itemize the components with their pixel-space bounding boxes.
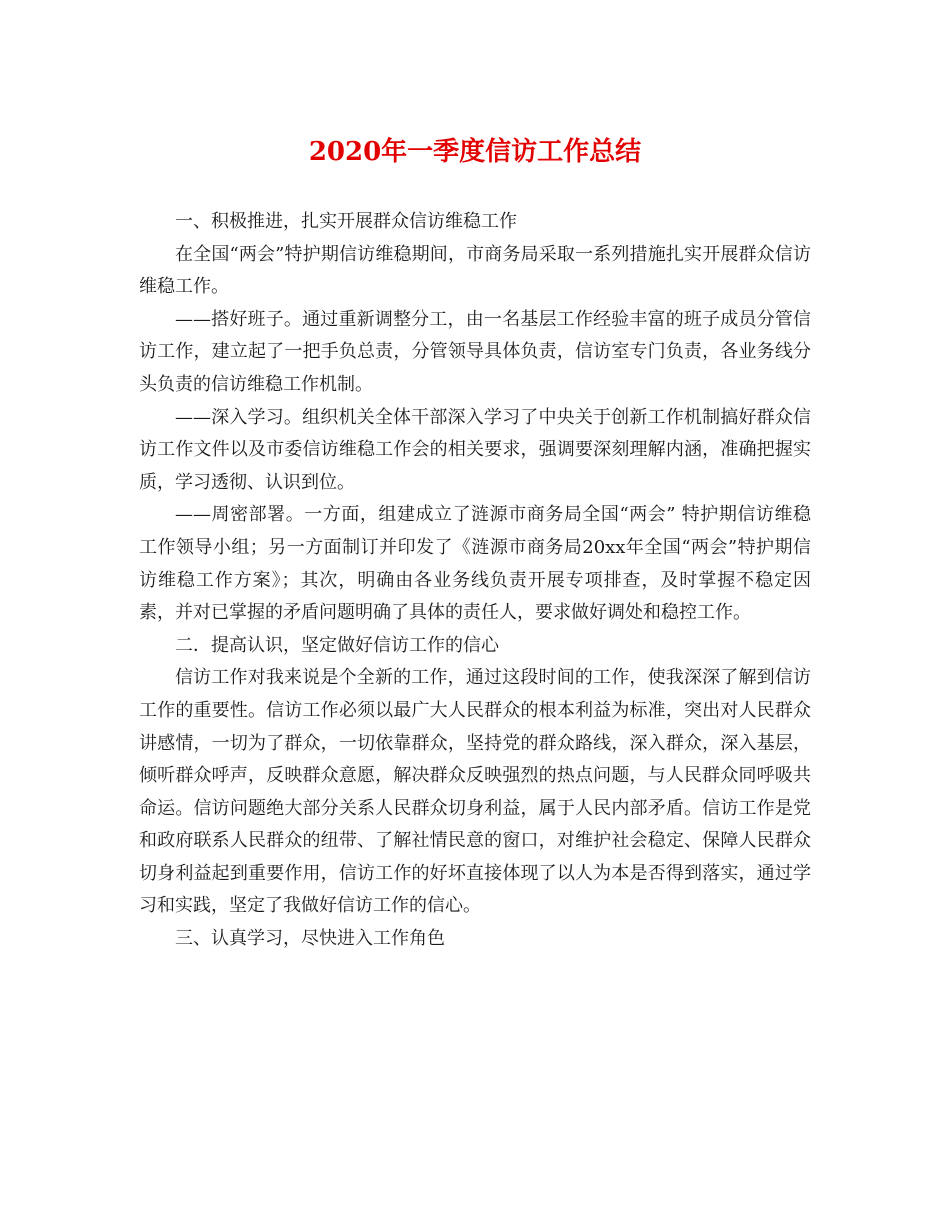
document-title: 2020年一季度信访工作总结 — [308, 137, 642, 167]
paragraph: 信访工作对我来说是个全新的工作，通过这段时间的工作，使我深深了解到信访工作的重要性。信访工作必须以最广大人民群众的根本利益为标准，突出对人民群众讲感情，一切为了群众，一切依靠群众，坚持党的群众路线，深入群众，深入基层，倾听群众呼声，反映群众意愿，解决群众反映强烈的热点问题，与人民群众同呼吸共命运。信访问题绝大部分关系人民群众切身利益，属于人民内部矛盾。信访工作是党和政府联系人民群众的纽带、了解社情民意的窗口，对维护社会稳定、保障人民群众切身利益起到重要作用，信访工作的好坏直接体现了以人为本是否得到落实，通过学习和实践，坚定了我做好信访工作的信心。 — [139, 667, 811, 917]
paragraph: 在全国“两会”特护期信访维稳期间，市商务局采取一系列措施扎实开展群众信访维稳工作。 — [139, 243, 811, 298]
paragraph: ——搭好班子。通过重新调整分工，由一名基层工作经验丰富的班子成员分管信访工作，建立起了一把手负总责，分管领导具体负责，信访室专门负责，各业务线分头负责的信访维稳工作机制。 — [139, 308, 811, 395]
document-body — [139, 206, 811, 956]
paragraph: ——周密部署。一方面，组建成立了涟源市商务局全国“两会” 特护期信访维稳工作领导小组；另一方面制订并印发了《涟源市商务局20xx年全国“两会”特护期信访维稳工作方案》；其次，明确由各业务线负责开展专项排查，及时掌握不稳定因素，并对已掌握的矛盾问题明确了具体的责任人，要求做好调处和稳控工作。 — [139, 504, 811, 624]
section-heading-1: 一、积极推进，扎实开展群众信访维稳工作 — [175, 211, 517, 232]
section-heading-3: 三、认真学习，尽快进入工作角色 — [175, 928, 445, 950]
section-heading-2: 二．提高认识，坚定做好信访工作的信心 — [175, 634, 499, 656]
paragraph: ——深入学习。组织机关全体干部深入学习了中央关于创新工作机制搞好群众信访工作文件以及市委信访维稳工作会的相关要求，强调要深刻理解内涵，准确把握实质，学习透彻、认识到位。 — [139, 406, 811, 493]
